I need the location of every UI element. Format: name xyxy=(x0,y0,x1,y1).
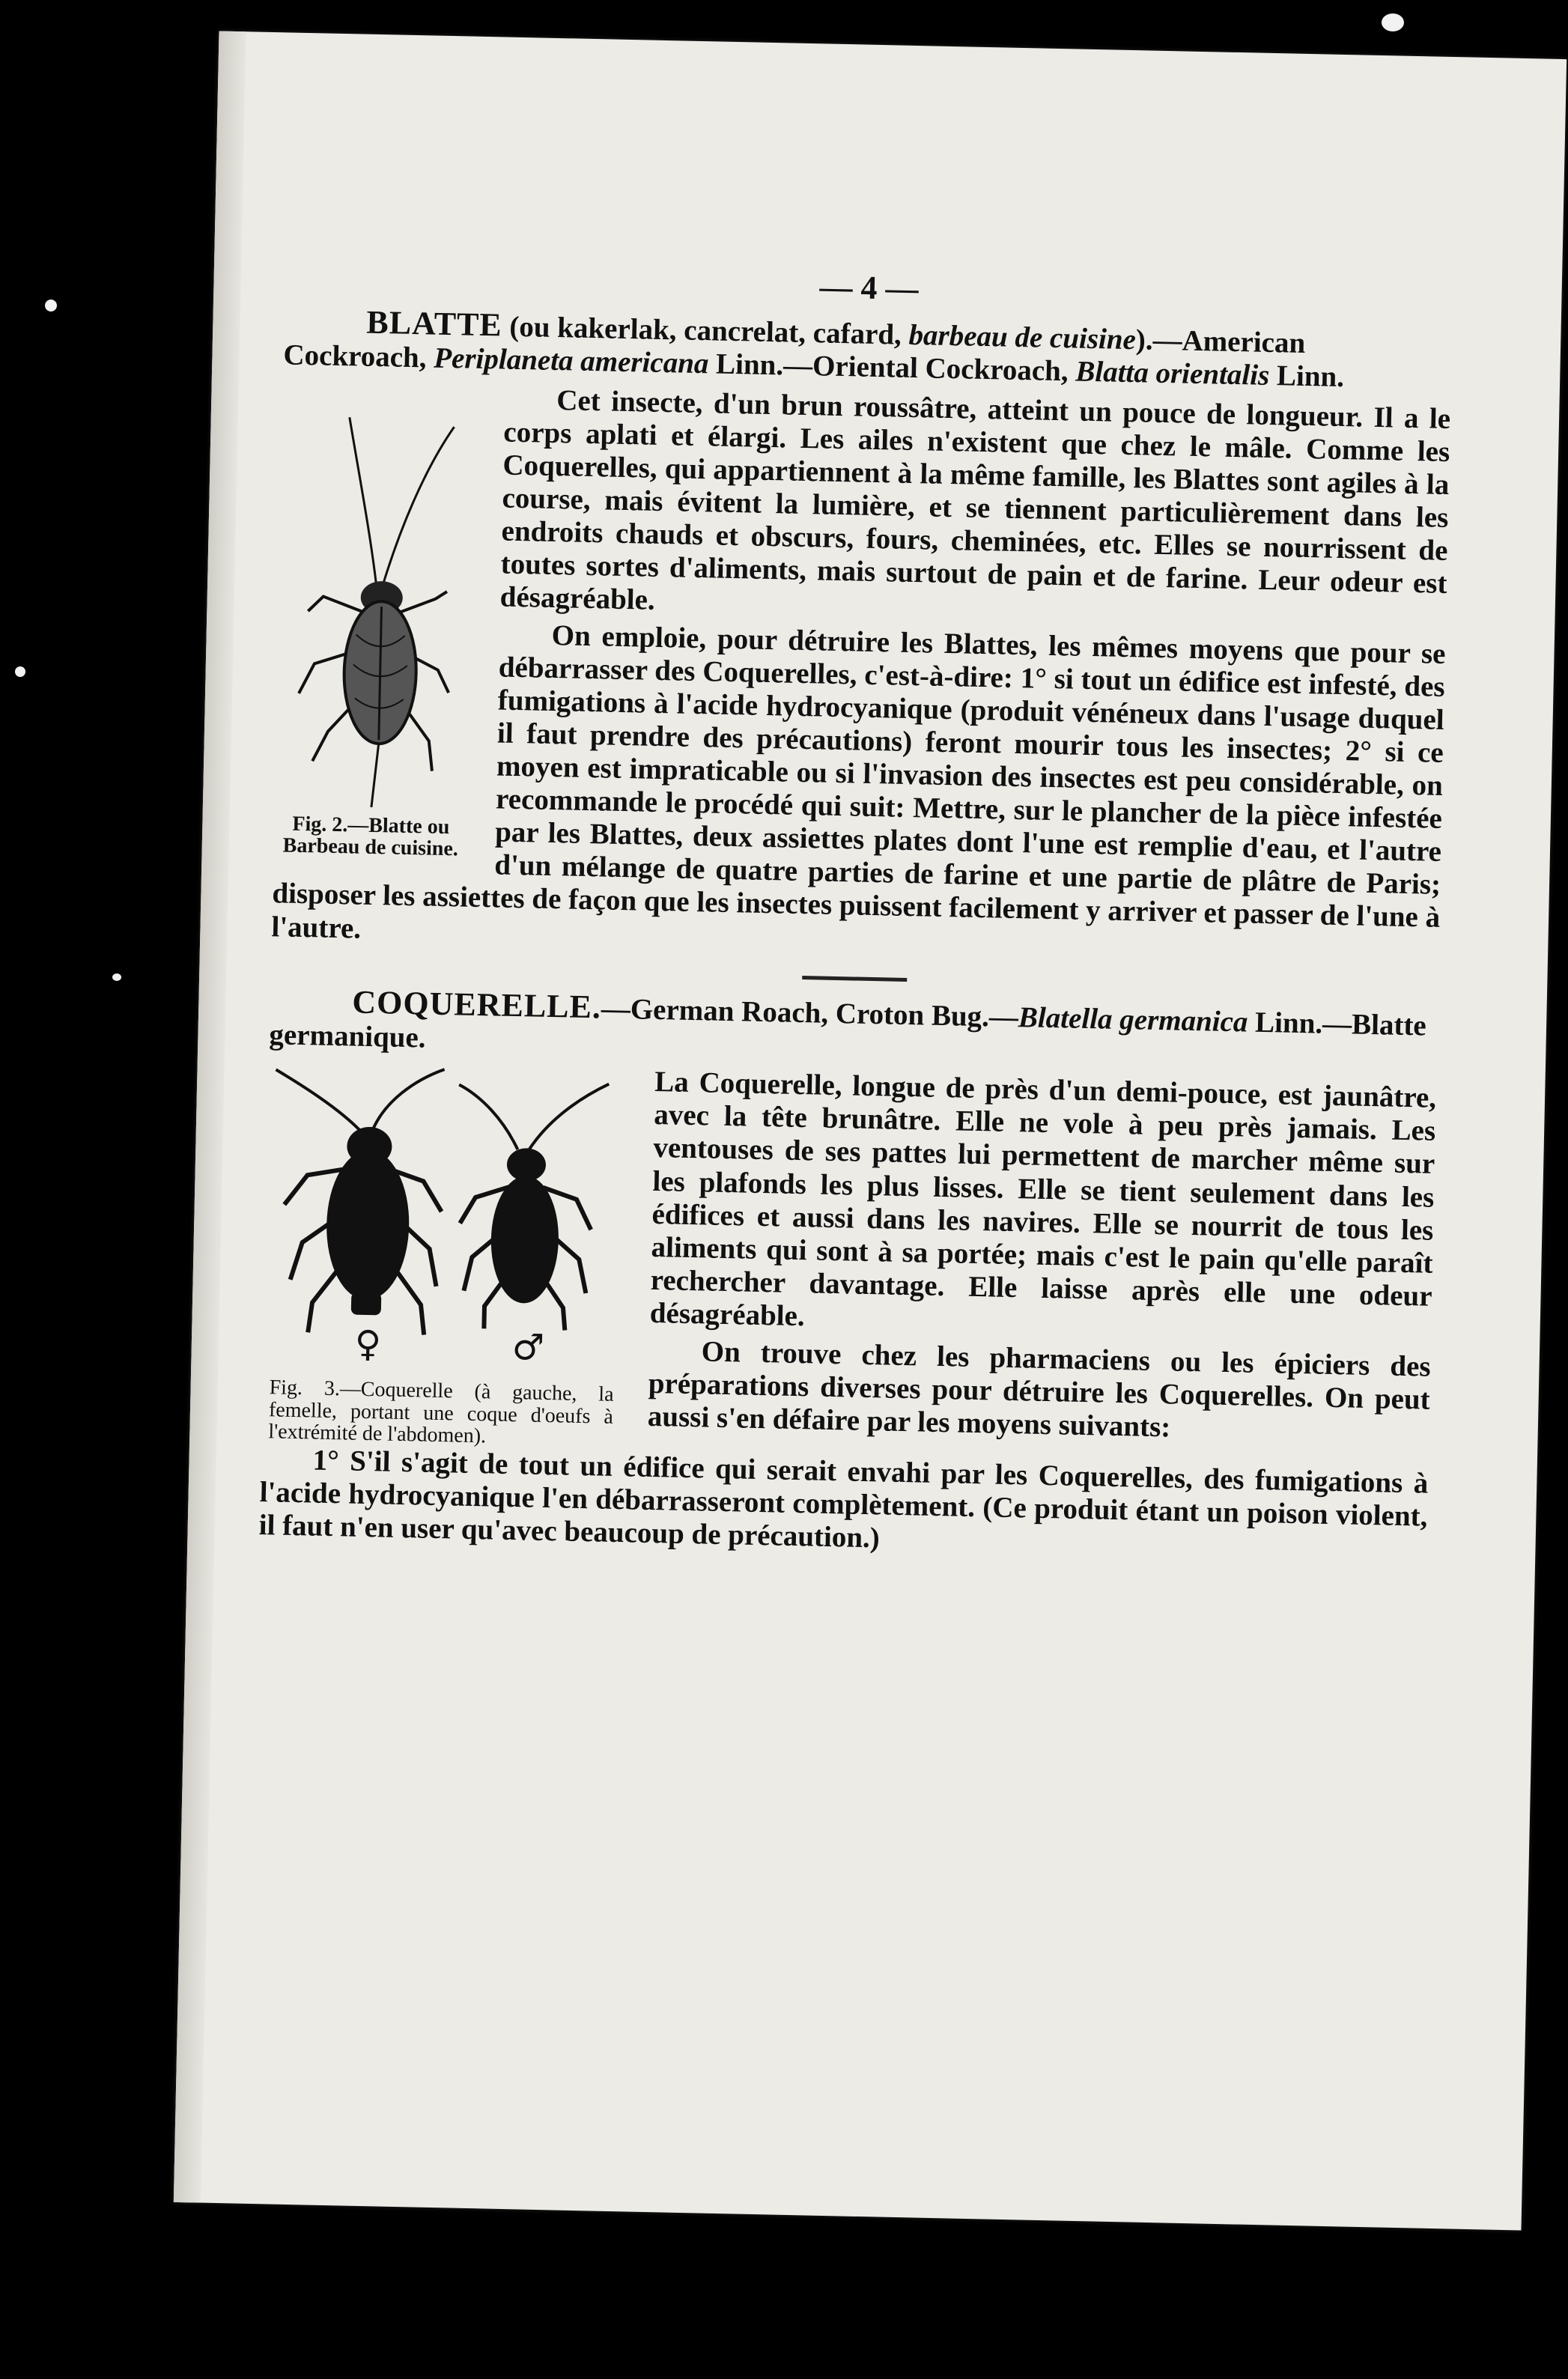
page-edge xyxy=(174,31,246,2202)
blatte-heading-after-italic-1: ).—American Cockroach, xyxy=(283,323,1306,375)
cockroach-illustration xyxy=(282,408,470,816)
blatte-heading-italic-3: Blatta orientalis xyxy=(1075,355,1270,392)
blatte-paragraph-2: On emploie, pour détruire les Blattes, les mêmes moyens que pour se débarrasser des Coquerelles, c'est-à-dire: 1° si tout un édifice est infesté, des fumigations à l'acide hydrocyanique (produit vénéneux dans l'usage duquel il faut prendre des précautions) feront mourir tous les insectes; 2° si ce moyen est impraticable ou si l'invasion des insectes est peu considérable, on recommande le procédé qui suit: Mettre, sur le plancher de la pièce infestée par les Blattes, deux assiettes plates dont l'une est remplie d'eau, et l'autre d'un mélange de quatre parties de farine et une partie de plâtre de Paris; disposer les assiettes de façon que les insectes puissent facilement y arriver et passer de l'une à l'autre. xyxy=(271,619,1446,945)
blatte-heading-name: BLATTE xyxy=(365,303,503,344)
coquerelle-paragraph-3: 1° S'il s'agit de tout un édifice qui serait envahi par les Coquerelles, des fumigations à l'acide hydrocyanique l'en débarrasseront complètement. (Ce produit étant un poison violent, il faut n'en user qu'avec beaucoup de précaution.) xyxy=(258,1444,1429,1555)
blatte-heading-rest: (ou kakerlak, cancrelat, cafard, xyxy=(502,310,910,351)
scan-speck xyxy=(112,973,121,981)
scanned-page xyxy=(174,31,1567,2230)
blatte-section xyxy=(271,378,1451,973)
male-symbol: ♂ xyxy=(511,1326,545,1370)
figure-3 xyxy=(261,1063,628,1450)
figure-3-caption: Fig. 3.—Coquerelle (à gauche, la femelle, portant une coque d'oeufs à l'extrémité de l'abdomen). xyxy=(268,1376,614,1448)
coquerelle-heading-name: COQUERELLE. xyxy=(351,983,602,1026)
coquerelle-paragraph-1: La Coquerelle, longue de près d'un demi-pouce, est jaunâtre, avec la tête brunâtre. Elle ne vole à peu près jamais. Les ventouses de ses pattes lui permettent de marcher même sur les plafonds les plus lisses. Elle se tient seulement dans les édifices et aussi dans les navires. Elle se nourrit de tous les aliments qui sont à sa portée; mais c'est le pain qu'elle paraît rechercher davantage. Elle laisse après elle une odeur désagréable. xyxy=(649,1066,1437,1333)
german-cockroach-pair-illustration xyxy=(266,1063,625,1385)
coquerelle-section xyxy=(258,1058,1436,1571)
blatte-heading-italic-2: Periplaneta americana xyxy=(433,342,709,380)
blatte-heading-after-italic-3: Linn. xyxy=(1268,359,1345,394)
female-symbol: ♀ xyxy=(354,1323,382,1366)
scan-speck xyxy=(15,666,25,677)
figure-2 xyxy=(273,408,477,860)
page-number: — 4 — xyxy=(819,268,920,308)
scan-speck xyxy=(45,300,57,312)
section-divider xyxy=(802,976,907,982)
blatte-heading-italic-1: barbeau de cuisine xyxy=(908,318,1137,356)
coquerelle-heading-rest: —German Roach, Croton Bug.— xyxy=(601,992,1019,1033)
coquerelle-heading-after-italic: Linn.—Blatte germanique. xyxy=(269,1006,1427,1054)
coquerelle-heading-italic: Blatella germanica xyxy=(1018,1000,1248,1039)
coquerelle-paragraph-2: On trouve chez les pharmaciens ou les épiciers des préparations diverses pour détruire les Coquerelles. On peut aussi s'en défaire par les moyens suivants: xyxy=(647,1335,1432,1444)
figure-2-caption: Fig. 2.—Blatte ou Barbeau de cuisine. xyxy=(282,812,459,861)
page-content xyxy=(258,257,1453,1570)
blatte-heading-after-italic-2: Linn.—Oriental Cockroach, xyxy=(708,347,1076,388)
scan-speck xyxy=(1382,13,1404,31)
blatte-paragraph-1: Cet insecte, d'un brun roussâtre, atteint un pouce de longueur. Il a le corps aplati et élargi. Les ailes n'existent que chez le mâle. Comme les Coquerelles, qui appartiennent à la même famille, les Blattes sont agiles à la course, mais évitent la lumière, et se tiennent particulièrement dans les endroits chauds et obscurs, fours, cheminées, etc. Elles se nourrissent de toutes sortes d'aliments, mais surtout de pain et de farine. Leur odeur est désagréable. xyxy=(499,383,1451,616)
